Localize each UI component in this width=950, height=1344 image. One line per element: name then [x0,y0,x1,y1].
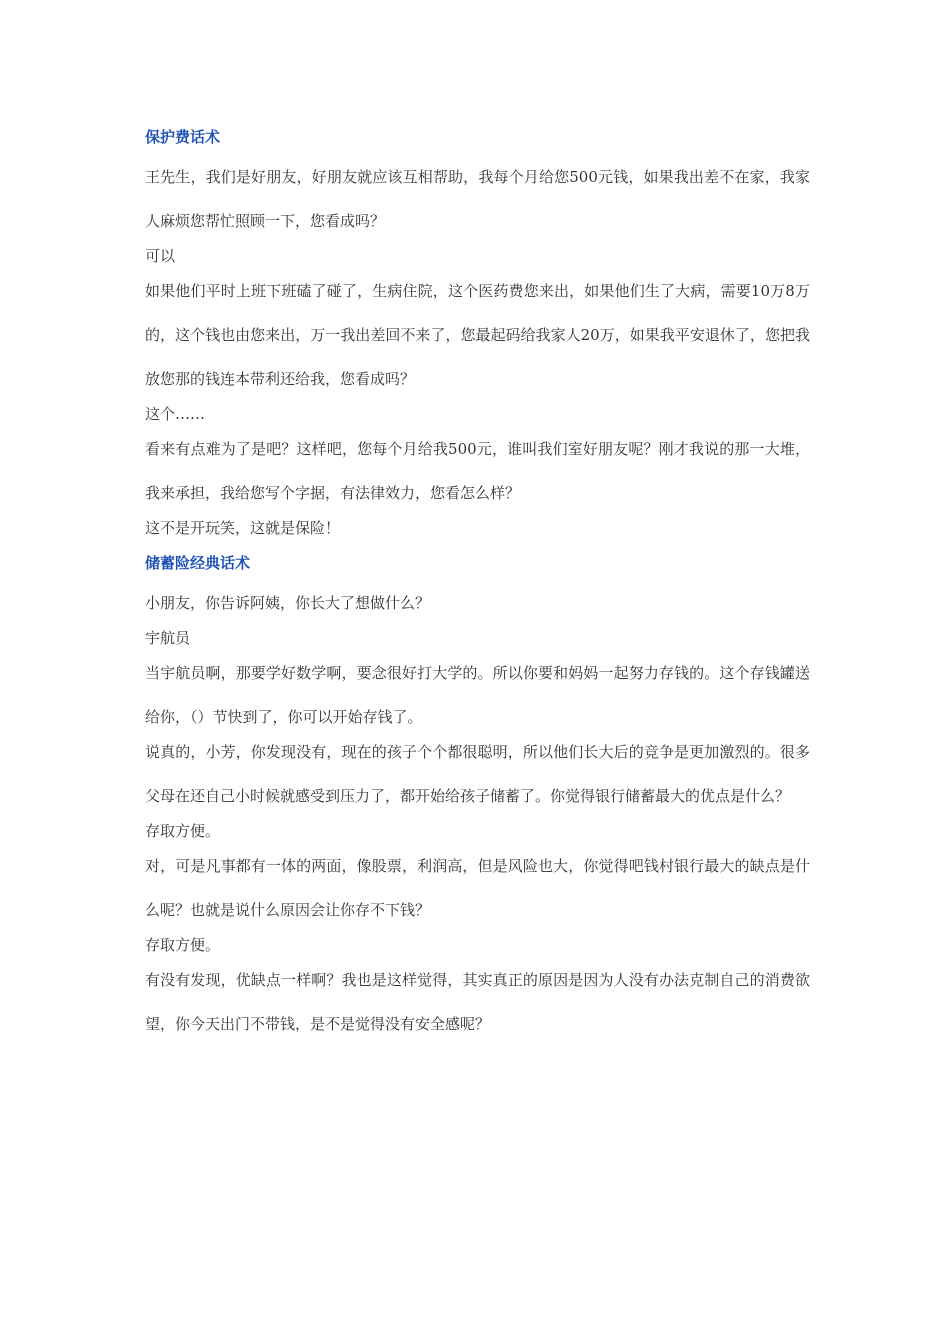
section-savings-insurance [145,550,810,1046]
section-heading: 储蓄险经典话术 [145,554,251,572]
section-protection-fee [145,124,810,550]
paragraph: 存取方便。 [145,822,221,840]
paragraph: 当宇航员啊，那要学好数学啊，要念很好打大学的。所以你要和妈妈一起努力存钱的。这个存钱罐送给你，（）节快到了，你可以开始存钱了。 [145,664,810,726]
paragraph: 如果他们平时上班下班磕了碰了，生病住院，这个医药费您来出，如果他们生了大病，需要10万8万的，这个钱也由您来出，万一我出差回不来了，您最起码给我家人20万，如果我平安退休了，您把我放您那的钱连本带利还给我，您看成吗？ [145,282,810,388]
paragraph: 这个…… [145,405,206,423]
paragraph: 宇航员 [145,629,191,647]
paragraph: 看来有点难为了是吧？这样吧，您每个月给我500元，谁叫我们室好朋友呢？刚才我说的那一大堆，我来承担，我给您写个字据，有法律效力，您看怎么样？ [145,440,810,502]
section-heading: 保护费话术 [145,128,221,146]
paragraph: 小朋友，你告诉阿姨，你长大了想做什么？ [145,594,431,612]
paragraph: 王先生，我们是好朋友，好朋友就应该互相帮助，我每个月给您500元钱，如果我出差不在家，我家人麻烦您帮忙照顾一下，您看成吗？ [145,168,810,230]
paragraph: 有没有发现，优缺点一样啊？我也是这样觉得，其实真正的原因是因为人没有办法克制自己的消费欲望，你今天出门不带钱，是不是觉得没有安全感呢？ [145,971,810,1033]
paragraph: 这不是开玩笑，这就是保险！ [145,519,341,537]
paragraph: 说真的，小芳，你发现没有，现在的孩子个个都很聪明，所以他们长大后的竞争是更加激烈的。很多父母在还自己小时候就感受到压力了，都开始给孩子储蓄了。你觉得银行储蓄最大的优点是什么？ [145,743,810,805]
paragraph: 对，可是凡事都有一体的两面，像股票，利润高，但是风险也大，你觉得吧钱村银行最大的缺点是什么呢？也就是说什么原因会让你存不下钱？ [145,857,810,919]
document-body [145,124,810,1045]
paragraph: 可以 [145,247,176,265]
paragraph: 存取方便。 [145,936,221,954]
